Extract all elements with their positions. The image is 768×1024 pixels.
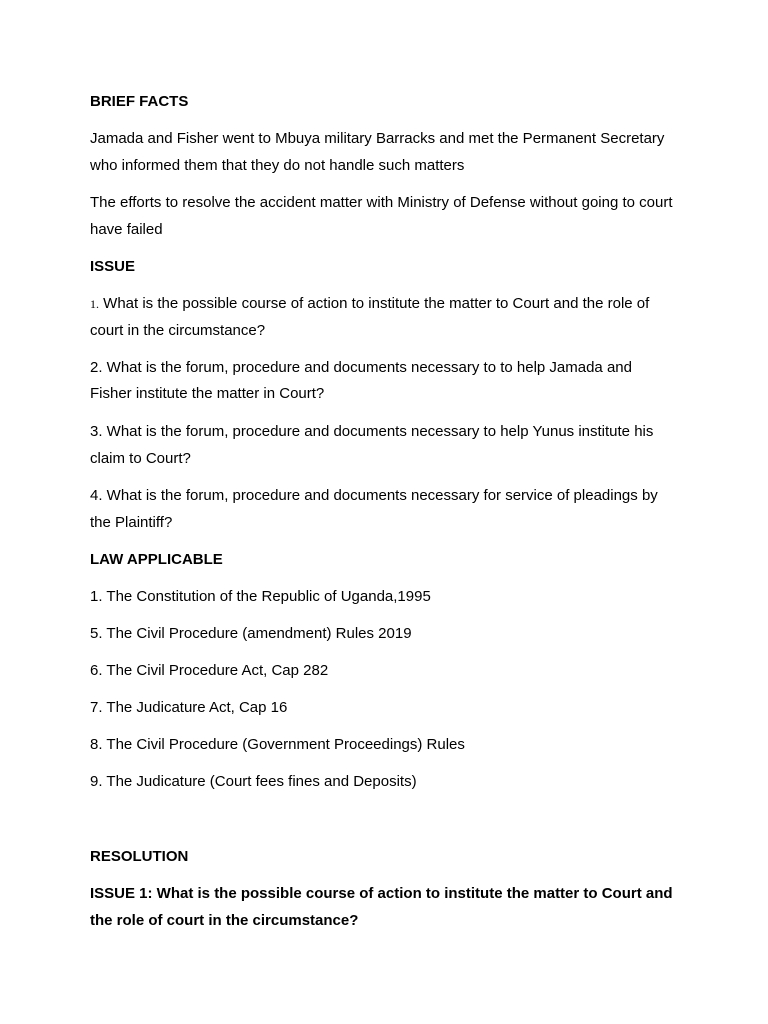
brief-facts-para2-line2: have failed: [90, 221, 163, 238]
resolution-issue1-line2: the role of court in the circumstance?: [90, 912, 359, 929]
issue-item-1-number: 1.: [90, 297, 99, 311]
issue-item-2-line2: Fisher institute the matter in Court?: [90, 385, 325, 402]
issue-item-1-text: What is the possible course of action to institute the matter to Court and the role of: [99, 295, 650, 312]
issue-item-1-line2: court in the circumstance?: [90, 322, 266, 339]
law-item: 6. The Civil Procedure Act, Cap 282: [90, 662, 329, 679]
law-item: 5. The Civil Procedure (amendment) Rules 2019: [90, 625, 412, 642]
law-applicable-heading: LAW APPLICABLE: [90, 551, 223, 568]
law-item: 9. The Judicature (Court fees fines and Deposits): [90, 773, 417, 790]
issue-item-4-line2: the Plaintiff?: [90, 514, 173, 531]
issue-item-3-line1: 3. What is the forum, procedure and documents necessary to help Yunus institute his: [90, 423, 654, 440]
issue-heading: ISSUE: [90, 258, 136, 275]
resolution-heading: RESOLUTION: [90, 848, 189, 865]
issue-item-2-line1: 2. What is the forum, procedure and documents necessary to to help Jamada and: [90, 359, 632, 376]
issue-item-4-line1: 4. What is the forum, procedure and documents necessary for service of pleadings by: [90, 487, 658, 504]
law-item: 1. The Constitution of the Republic of Uganda,1995: [90, 588, 431, 605]
brief-facts-para1-line2: who informed them that they do not handle such matters: [90, 157, 465, 174]
issue-item-1-line1: [90, 290, 649, 318]
brief-facts-para1-line1: Jamada and Fisher went to Mbuya military Barracks and met the Permanent Secretary: [90, 130, 665, 147]
brief-facts-heading: BRIEF FACTS: [90, 93, 189, 110]
law-item: 7. The Judicature Act, Cap 16: [90, 699, 288, 716]
brief-facts-para2-line1: The efforts to resolve the accident matter with Ministry of Defense without going to court: [90, 194, 673, 211]
issue-item-3-line2: claim to Court?: [90, 450, 191, 467]
resolution-issue1-line1: ISSUE 1: What is the possible course of action to institute the matter to Court and: [90, 885, 673, 902]
law-item: 8. The Civil Procedure (Government Proceedings) Rules: [90, 736, 465, 753]
